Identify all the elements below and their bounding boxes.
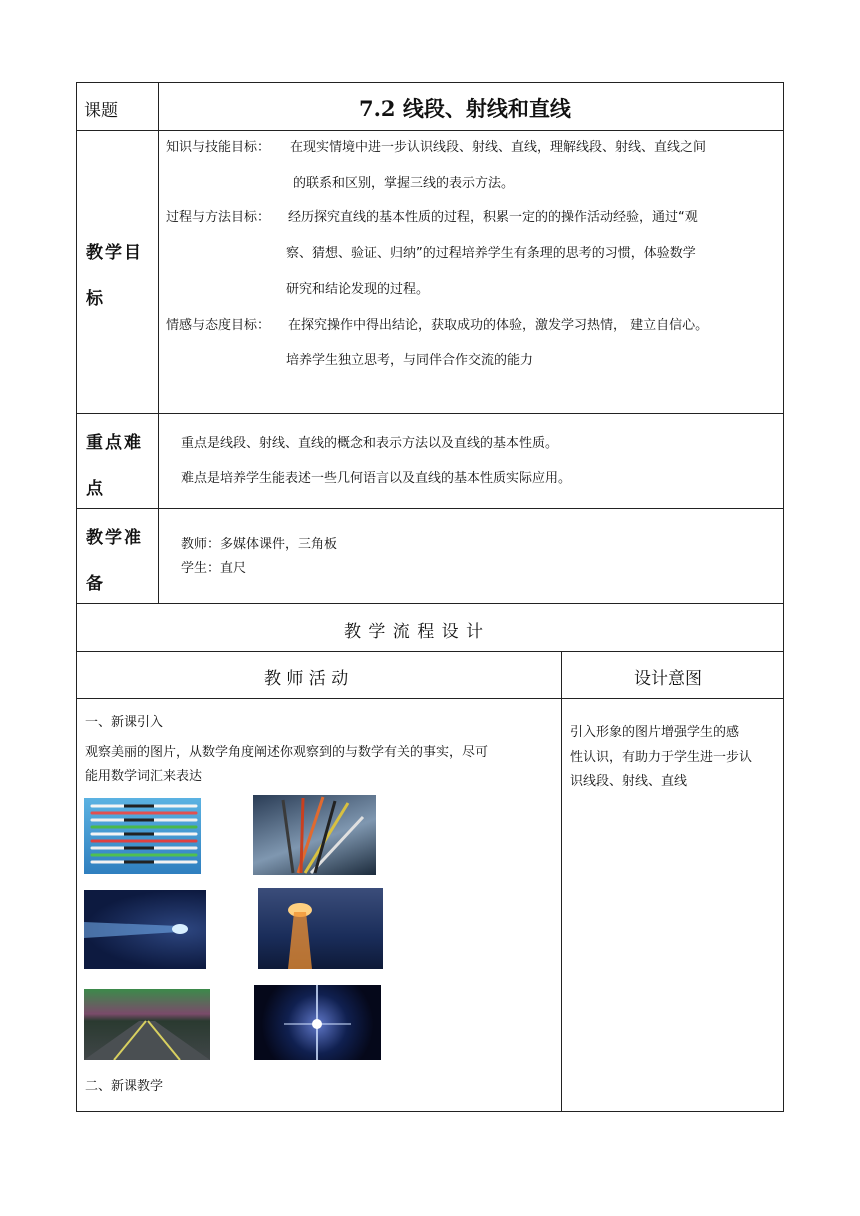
photo-light-beam: [84, 890, 206, 969]
photo-colored-rods: [84, 798, 201, 874]
row-divider-objectives: [76, 130, 784, 131]
teacher-activity-header: 教 师 活 动: [264, 669, 349, 689]
knowledge-goal-line1: 在现实情境中进一步认识线段、射线、直线，理解线段、射线、直线之间: [290, 140, 707, 155]
intent-line1: 引入形象的图片增强学生的感: [570, 725, 740, 740]
photo-sunset-ray: [258, 888, 383, 969]
label-column-divider: [158, 82, 159, 603]
row-divider-preparation: [76, 508, 784, 509]
process-goal-line1: 经历探究直线的基本性质的过程，积累一定的的操作活动经验，通过“观: [288, 210, 698, 225]
row-divider-flow-body: [76, 698, 784, 699]
difficulty-text: 难点是培养学生能表述一些几何语言以及直线的基本性质实际应用。: [181, 471, 572, 486]
process-goal-line3: 研究和结论发现的过程。: [286, 282, 430, 297]
preparation-label-line2: 备: [86, 574, 105, 594]
process-goal-line2: 察、猜想、验证、归纳”的过程培养学生有条理的思考的习惯，体验数学: [286, 246, 696, 261]
photo-starburst: [254, 985, 381, 1060]
flow-title: 教 学 流 程 设 计: [344, 622, 485, 642]
emotion-goal-line1: 在探究操作中得出结论，获取成功的体验，激发学习热情， 建立自信心。: [288, 318, 709, 333]
row-divider-keypoints: [76, 413, 784, 414]
topic-label: 课题: [84, 101, 118, 121]
keypoints-label-line2: 点: [86, 479, 105, 499]
section1-title: 一、新课引入: [85, 715, 164, 730]
process-goal-label: 过程与方法目标：: [166, 210, 271, 225]
emotion-goal-line2: 培养学生独立思考，与同伴合作交流的能力: [286, 353, 534, 368]
row-divider-flow-headers: [76, 651, 784, 652]
intent-column-divider: [561, 651, 562, 1112]
objectives-label-line2: 标: [86, 289, 105, 309]
table-border-right: [783, 82, 784, 1112]
key-point-text: 重点是线段、射线、直线的概念和表示方法以及直线的基本性质。: [181, 436, 559, 451]
table-border-top: [76, 82, 784, 83]
teacher-prep-text: 教师：多媒体课件，三角板: [181, 537, 338, 552]
design-intent-header: 设计意图: [634, 669, 702, 689]
page-title: 7.2 线段、射线和直线: [359, 96, 571, 121]
photo-highway: [84, 989, 210, 1060]
photo-sticks-bundle: [253, 795, 376, 875]
row-divider-flow-title: [76, 603, 784, 604]
student-prep-text: 学生：直尺: [181, 561, 247, 576]
keypoints-label-line1: 重点难: [86, 433, 143, 453]
intent-line2: 性认识，有助力于学生进一步认: [570, 750, 753, 765]
knowledge-goal-label: 知识与技能目标：: [166, 140, 271, 155]
section2-title: 二、新课教学: [85, 1079, 164, 1094]
table-border-left: [76, 82, 77, 1112]
knowledge-goal-line2: 的联系和区别，掌握三线的表示方法。: [293, 176, 515, 191]
table-border-bottom: [76, 1111, 784, 1112]
section1-line2: 能用数学词汇来表达: [85, 769, 203, 784]
preparation-label-line1: 教学准: [86, 528, 143, 548]
intent-line3: 识线段、射线、直线: [570, 774, 688, 789]
section1-line1: 观察美丽的图片，从数学角度阐述你观察到的与数学有关的事实，尽可: [85, 745, 489, 760]
objectives-label-line1: 教学目: [86, 243, 143, 263]
emotion-goal-label: 情感与态度目标：: [166, 318, 271, 333]
